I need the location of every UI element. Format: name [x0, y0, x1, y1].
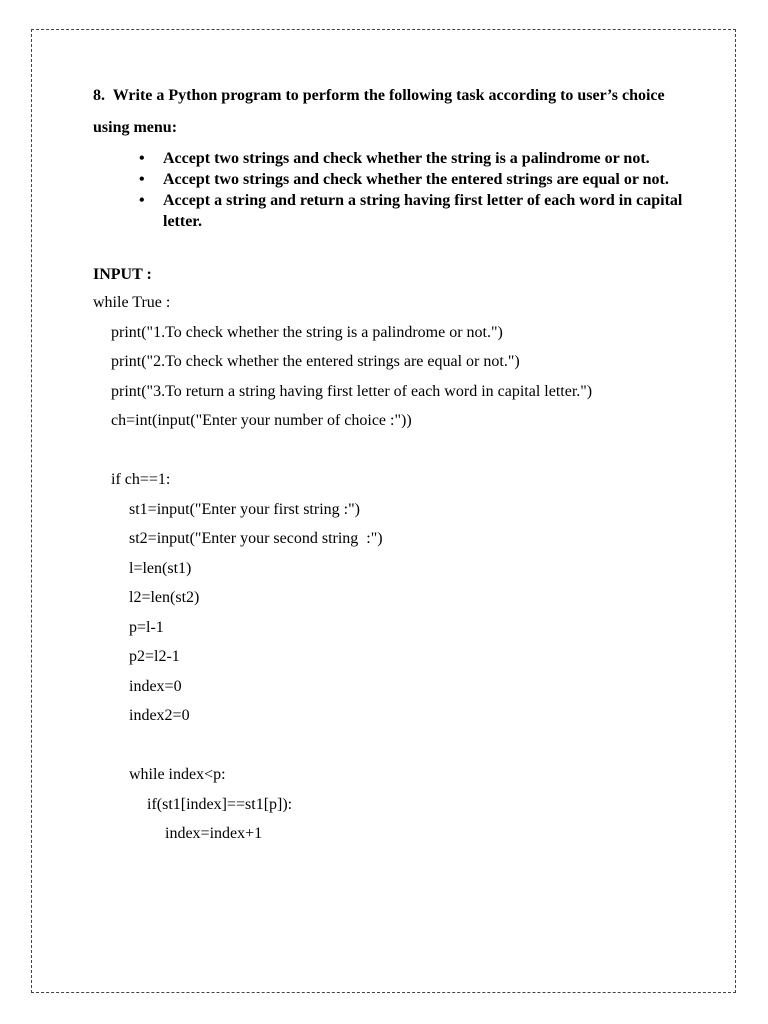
code-line: st1=input("Enter your first string :") [129, 500, 360, 518]
code-line: l2=len(st2) [129, 589, 200, 606]
option-item: • Accept two strings and check whether the string is a palindrome or not. [163, 148, 683, 169]
option-item: • Accept two strings and check whether the entered strings are equal or not. [163, 169, 683, 190]
code-line: st2=input("Enter your second string :") [129, 530, 383, 547]
code-line: p2=l2-1 [129, 648, 180, 665]
code-line: print("2.To check whether the entered strings are equal or not.") [111, 353, 520, 370]
question-heading [93, 86, 683, 106]
code-line: index2=0 [129, 707, 190, 724]
code-line: index=0 [129, 677, 182, 695]
code-line: l=len(st1) [129, 559, 192, 577]
code-line: print("1.To check whether the string is a palindrome or not.") [111, 323, 503, 341]
code-line: print("3.To return a string having first letter of each word in capital letter.") [111, 382, 593, 400]
code-line: p=l-1 [129, 618, 164, 636]
code-line: while True : [93, 294, 171, 311]
question-text: Write a Python program to perform the following task according to user’s choice [112, 87, 665, 104]
code-line: while index<p: [129, 766, 226, 783]
code-line [93, 441, 683, 471]
option-item: • Accept a string and return a string having first letter of each word in capital letter. [163, 190, 683, 232]
code-line: if ch==1: [111, 471, 171, 488]
question-number: 8. [93, 87, 105, 104]
code-line [93, 736, 683, 766]
code-line: if(st1[index]==st1[p]): [147, 795, 293, 813]
code-line: index=index+1 [165, 825, 263, 842]
document-content [93, 86, 683, 854]
menu-line: using menu: [93, 119, 178, 136]
code-line: ch=int(input("Enter your number of choice :")) [111, 412, 412, 429]
options-list [93, 148, 683, 232]
code-block [93, 293, 683, 854]
input-label: INPUT : [93, 266, 152, 283]
